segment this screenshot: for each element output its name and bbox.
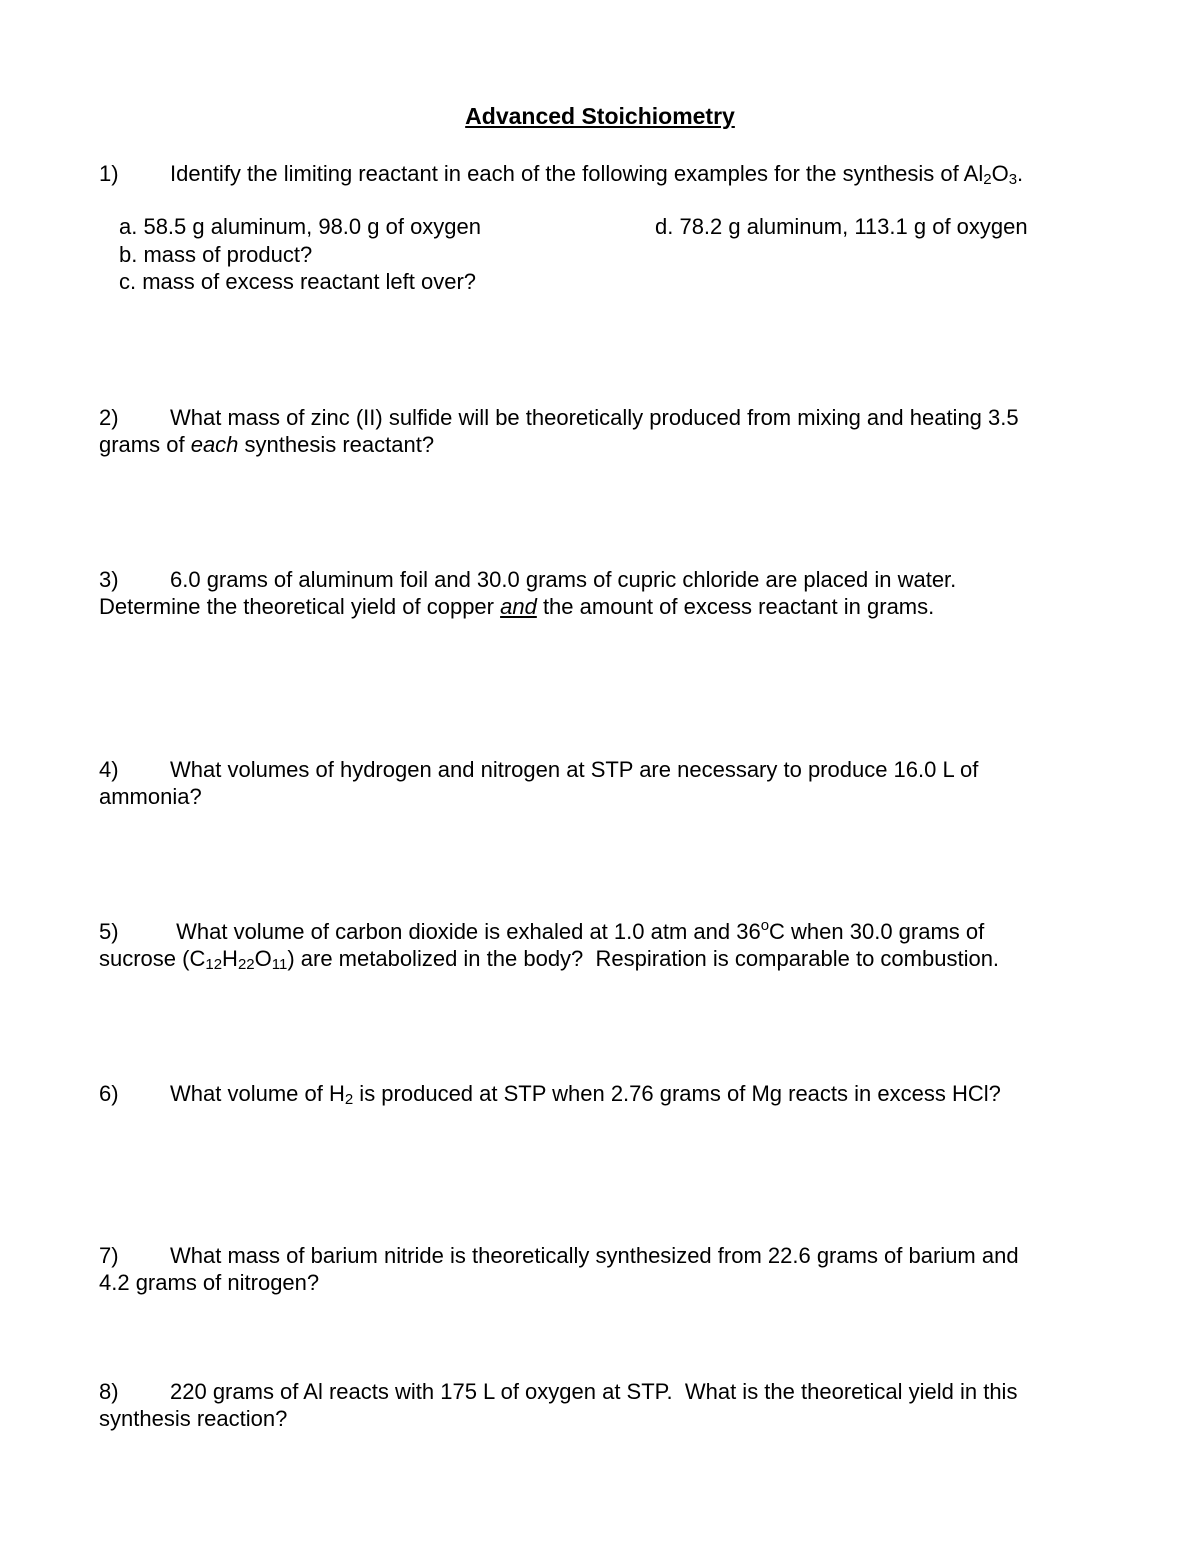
question-text: What mass of zinc (II) sulfide will be theoretically produced from mixing and heating 3.5: [170, 405, 1019, 430]
question-text-continued: Determine the theoretical yield of copper and the amount of excess reactant in grams.: [99, 594, 935, 619]
question-text: What volume of $H_2$ is produced at STP when 2.76 grams of Mg reacts in excess HCl?: [170, 1081, 1001, 1108]
question-6: [99, 1080, 1099, 1107]
question-text: What volumes of hydrogen and nitrogen at STP are necessary to produce 16.0 L of: [170, 757, 979, 782]
question-text: What mass of barium nitride is theoretically synthesized from 22.6 grams of barium and: [170, 1243, 1019, 1268]
page-title: Advanced Stoichiometry: [465, 103, 735, 129]
question-number: 6): [99, 1081, 119, 1106]
question-1-part-c: c. mass of excess reactant left over?: [119, 269, 477, 294]
question-1-part-d: d. 78.2 g aluminum, 113.1 g of oxygen: [655, 214, 1028, 239]
emphasis: each: [190, 432, 239, 457]
question-number: 3): [99, 567, 119, 592]
question-text-continued: sucrose $(C_{12}H_{22}O_{11})$ are metabolized in the body? Respiration is comparable to combustion.: [99, 946, 1000, 973]
question-text: Identify the limiting reactant in each of the following examples for the synthesis of $Al_2O_3$.: [170, 161, 1024, 188]
question-3: [99, 566, 1099, 620]
question-number: 8): [99, 1379, 119, 1404]
question-8: [99, 1378, 1099, 1432]
question-text: 6.0 grams of aluminum foil and 30.0 grams of cupric chloride are placed in water.: [170, 567, 957, 592]
emphasis: and: [500, 594, 537, 619]
question-text: 220 grams of Al reacts with 175 L of oxygen at STP. What is the theoretical yield in this: [170, 1379, 1018, 1404]
question-number: 7): [99, 1243, 119, 1268]
question-text: What volume of carbon dioxide is exhaled at 1.0 atm and 36$^o$C when 30.0 grams of: [170, 917, 985, 944]
question-2: [99, 404, 1099, 458]
question-number: 2): [99, 405, 119, 430]
question-text-continued: grams of each synthesis reactant?: [99, 432, 435, 457]
question-number: 5): [99, 919, 119, 944]
question-1-part-a: a. 58.5 g aluminum, 98.0 g of oxygen: [119, 214, 482, 239]
question-number: 1): [99, 161, 119, 186]
question-number: 4): [99, 757, 119, 782]
question-4: [99, 756, 1099, 810]
question-text-continued: 4.2 grams of nitrogen?: [99, 1270, 320, 1295]
question-text-continued: synthesis reaction?: [99, 1406, 288, 1431]
question-1-part-b: b. mass of product?: [119, 242, 313, 267]
question-5: [99, 918, 1099, 972]
question-text-continued: ammonia?: [99, 784, 202, 809]
question-7: [99, 1242, 1099, 1296]
question-1: [99, 160, 1099, 187]
